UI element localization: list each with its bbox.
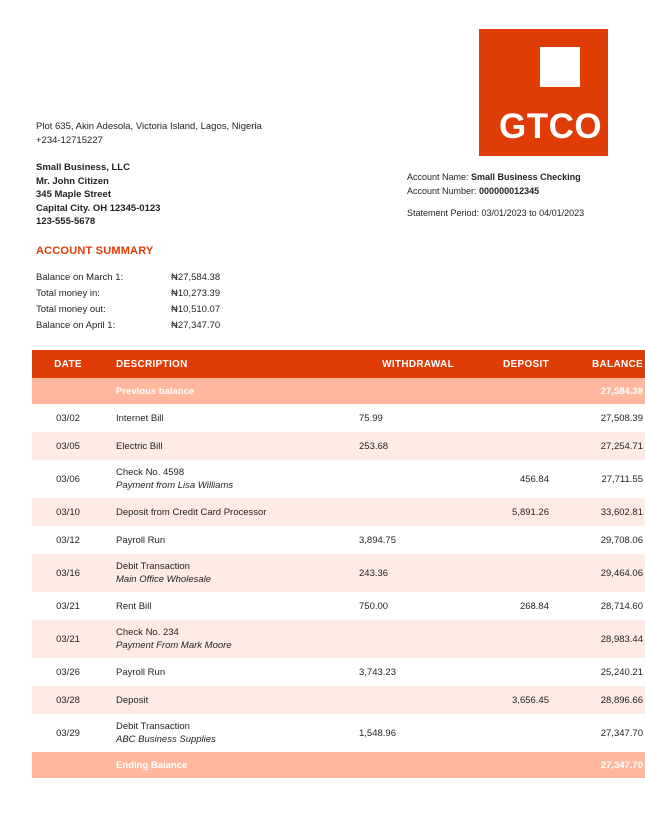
transaction-balance: 29,708.06 — [558, 526, 645, 554]
transaction-date: 03/21 — [32, 592, 104, 620]
logo-square-icon — [540, 47, 580, 87]
transaction-date: 03/05 — [32, 432, 104, 460]
customer-city-state-zip: Capital City. OH 12345-0123 — [36, 202, 161, 214]
transaction-date: 03/02 — [32, 404, 104, 432]
transaction-balance: 29,464.06 — [558, 554, 645, 592]
transaction-date: 03/06 — [32, 460, 104, 498]
summary-value: ₦10,510.07 — [171, 304, 221, 315]
transaction-withdrawal: 1,548.96 — [344, 714, 463, 752]
gtco-logo — [479, 29, 608, 156]
transaction-description: Deposit — [104, 686, 344, 714]
transaction-deposit — [463, 714, 558, 752]
bank-address — [36, 120, 262, 148]
transaction-withdrawal — [344, 460, 463, 498]
transaction-balance: 28,983.44 — [558, 620, 645, 658]
transaction-description: Check No. 4598 Payment from Lisa Williams — [104, 460, 344, 498]
column-header-balance: BALANCE — [558, 350, 645, 378]
summary-row — [36, 320, 220, 336]
table-row — [32, 658, 645, 686]
transaction-withdrawal: 243.36 — [344, 554, 463, 592]
account-number-label: Account Number: — [407, 186, 477, 196]
transactions-body — [32, 378, 645, 778]
transaction-deposit — [463, 404, 558, 432]
transaction-balance: 25,240.21 — [558, 658, 645, 686]
transaction-deposit: 456.84 — [463, 460, 558, 498]
previous-balance-withdrawal — [344, 378, 463, 404]
transaction-date: 03/26 — [32, 658, 104, 686]
table-row — [32, 526, 645, 554]
transaction-withdrawal — [344, 686, 463, 714]
summary-row — [36, 272, 220, 288]
account-name-value: Small Business Checking — [471, 172, 581, 182]
transaction-date: 03/21 — [32, 620, 104, 658]
statement-period: Statement Period: 03/01/2023 to 04/01/2023 — [407, 208, 585, 218]
account-summary-title: ACCOUNT SUMMARY — [36, 245, 154, 257]
transaction-balance: 33,602.81 — [558, 498, 645, 526]
transaction-balance: 27,254.71 — [558, 432, 645, 460]
ending-balance-deposit — [463, 752, 558, 778]
transaction-description: Electric Bill — [104, 432, 344, 460]
summary-label: Total money out: — [36, 304, 106, 315]
ending-balance-label: Ending Balance — [104, 752, 344, 778]
account-number-row — [407, 184, 581, 198]
transaction-description: Rent Bill — [104, 592, 344, 620]
transaction-deposit — [463, 620, 558, 658]
transaction-deposit — [463, 432, 558, 460]
transaction-description: Deposit from Credit Card Processor — [104, 498, 344, 526]
customer-address — [36, 161, 160, 229]
transaction-description: Debit Transaction Main Office Wholesale — [104, 554, 344, 592]
transaction-withdrawal: 253.68 — [344, 432, 463, 460]
transaction-description: Check No. 234 Payment From Mark Moore — [104, 620, 344, 658]
transactions-table — [32, 350, 645, 778]
transaction-date: 03/10 — [32, 498, 104, 526]
table-row — [32, 592, 645, 620]
bank-address-line-2: +234-12715227 — [36, 135, 103, 146]
transaction-withdrawal: 3,894.75 — [344, 526, 463, 554]
transaction-description: Payroll Run — [104, 658, 344, 686]
previous-balance-date — [32, 378, 104, 404]
column-header-date: DATE — [32, 350, 104, 378]
transaction-withdrawal — [344, 498, 463, 526]
transaction-date: 03/28 — [32, 686, 104, 714]
transaction-deposit: 268.84 — [463, 592, 558, 620]
ending-balance-date — [32, 752, 104, 778]
column-header-withdrawal: WITHDRAWAL — [344, 350, 463, 378]
table-row — [32, 686, 645, 714]
transaction-balance: 27,711.55 — [558, 460, 645, 498]
summary-row — [36, 304, 220, 320]
customer-contact: Mr. John Citizen — [36, 175, 109, 187]
table-row — [32, 498, 645, 526]
transactions-header-row — [32, 350, 645, 378]
summary-label: Balance on March 1: — [36, 272, 124, 283]
table-row — [32, 714, 645, 752]
previous-balance-row — [32, 378, 645, 404]
transaction-balance: 28,896.66 — [558, 686, 645, 714]
customer-name: Small Business, LLC — [36, 162, 130, 173]
transaction-withdrawal: 75.99 — [344, 404, 463, 432]
transaction-deposit — [463, 526, 558, 554]
account-name-row — [407, 170, 581, 184]
transactions-header — [32, 350, 645, 378]
column-header-description: DESCRIPTION — [104, 350, 344, 378]
table-row — [32, 460, 645, 498]
bank-address-line-1: Plot 635, Akin Adesola, Victoria Island, Lagos, Nigeria — [36, 121, 262, 132]
transaction-deposit: 5,891.26 — [463, 498, 558, 526]
table-row — [32, 554, 645, 592]
table-row — [32, 404, 645, 432]
transaction-balance: 27,508.39 — [558, 404, 645, 432]
account-info — [407, 170, 581, 198]
transaction-date: 03/16 — [32, 554, 104, 592]
logo-wordmark: GTCO — [499, 107, 603, 146]
summary-value: ₦10,273.39 — [171, 288, 221, 299]
account-name-label: Account Name: — [407, 172, 469, 182]
previous-balance-deposit — [463, 378, 558, 404]
transaction-description: Payroll Run — [104, 526, 344, 554]
column-header-deposit: DEPOSIT — [463, 350, 558, 378]
ending-balance-amount: 27,347.70 — [558, 752, 645, 778]
transaction-balance: 28,714.60 — [558, 592, 645, 620]
summary-label: Balance on April 1: — [36, 320, 116, 331]
account-number-value: 000000012345 — [479, 186, 540, 196]
transaction-deposit: 3,656.45 — [463, 686, 558, 714]
transaction-deposit — [463, 658, 558, 686]
customer-street: 345 Maple Street — [36, 189, 111, 201]
transaction-withdrawal: 3,743.23 — [344, 658, 463, 686]
transaction-description: Internet Bill — [104, 404, 344, 432]
transaction-withdrawal — [344, 620, 463, 658]
transaction-description: Debit Transaction ABC Business Supplies — [104, 714, 344, 752]
transaction-withdrawal: 750.00 — [344, 592, 463, 620]
customer-phone: 123-555-5678 — [36, 216, 96, 228]
ending-balance-row — [32, 752, 645, 778]
summary-value: ₦27,584.38 — [171, 272, 221, 283]
table-row — [32, 432, 645, 460]
summary-row — [36, 288, 220, 304]
transaction-date: 03/12 — [32, 526, 104, 554]
summary-value: ₦27,347.70 — [171, 320, 221, 331]
transaction-deposit — [463, 554, 558, 592]
transaction-balance: 27,347.70 — [558, 714, 645, 752]
summary-label: Total money in: — [36, 288, 100, 299]
ending-balance-withdrawal — [344, 752, 463, 778]
table-row — [32, 620, 645, 658]
account-summary-body — [36, 272, 220, 336]
previous-balance-label: Previous balance — [104, 378, 344, 404]
previous-balance-amount: 27,584.38 — [558, 378, 645, 404]
account-summary-table — [36, 272, 220, 336]
transaction-date: 03/29 — [32, 714, 104, 752]
